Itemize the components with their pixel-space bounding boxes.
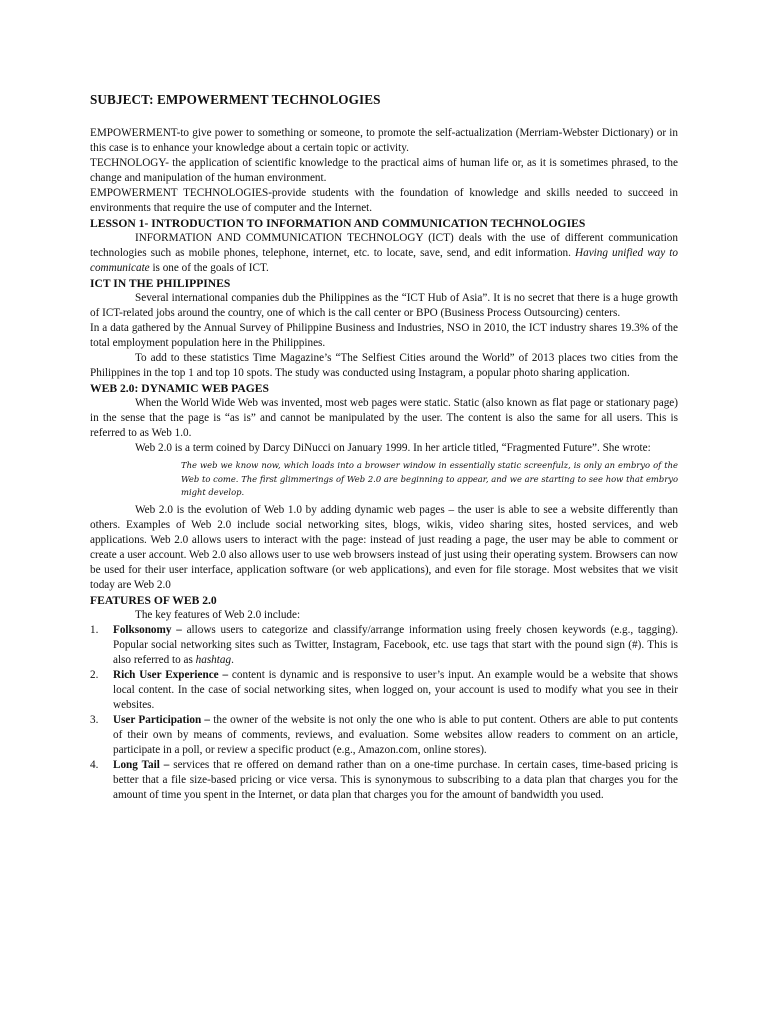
list-item [90,668,678,713]
list-item-number: 3. [90,713,99,726]
lesson1-intro-tail: is one of the goals of ICT. [152,262,269,274]
ict-philippines-paragraph-1: Several international companies dub the Philippines as the “ICT Hub of Asia”. It is no secret that there is a huge growth of ICT-related jobs around the country, one of which is the call center or BPO (Business Process Outsourcing) centers. [90,292,678,319]
features-list [90,623,678,803]
web2-paragraph-2: Web 2.0 is a term coined by Darcy DiNucci on January 1999. In her article titled, “Fragmented Future”. She wrote: [135,442,651,454]
list-item-number: 2. [90,668,99,681]
list-item-tail: . [231,653,234,666]
web2-paragraph-3: Web 2.0 is the evolution of Web 1.0 by adding dynamic web pages – the user is able to see a website differently than others. Examples of Web 2.0 include social networking sites, blogs, wikis, video sharing sites, hosted services, and web applications. Web 2.0 allows users to interact with the page: instead of just reading a page, the user may be able to comment or create a user account. Web 2.0 also allows user to use web browsers instead of just using their operating system. Browsers can now be used for their user interface, application software (or web applications), and even for file storage. Most websites that we visit today are Web 2.0 [90,503,678,591]
lesson1-intro-text: INFORMATION AND COMMUNICATION TECHNOLOGY (ICT) deals with the use of different communication technologies such as mobile phones, telephone, internet, etc. to locate, save, send, and edit information. [90,232,678,259]
lesson1-heading: LESSON 1- INTRODUCTION TO INFORMATION AND COMMUNICATION TECHNOLOGIES [90,217,586,230]
list-item-emphasis: hashtag [195,653,232,666]
list-item-number: 1. [90,623,99,636]
features-intro: The key features of Web 2.0 include: [135,608,301,621]
ict-philippines-heading: ICT IN THE PHILIPPINES [90,277,231,290]
list-item [90,758,678,803]
definition-empowerment: EMPOWERMENT-to give power to something or someone, to promote the self-actualization (Merriam-Webster Dictionary) or in this case is to enhance your knowledge about a certain topic or activity. [90,127,678,154]
subject-title: SUBJECT: EMPOWERMENT TECHNOLOGIES [90,92,381,107]
web2-heading: WEB 2.0: DYNAMIC WEB PAGES [90,382,269,395]
dinucci-quote: The web we know now, which loads into a browser window in essentially static screenfulz, is only an embryo of the Web to come. The first glimmerings of Web 2.0 are beginning to appear, and we are starting to see how that embryo might develop. [181,460,678,497]
list-item-number: 4. [90,758,99,771]
definition-empowerment-technologies: EMPOWERMENT TECHNOLOGIES-provide students with the foundation of knowledge and skills needed to succeed in environments that require the use of computer and the Internet. [90,187,678,214]
lesson1-intro [90,231,678,276]
list-item-text: services that re offered on demand rather than on a one-time purchase. In certain cases, time-based pricing is better that a file size-based pricing or vice versa. This is synonymous to subscribing to a data plan that charges you for the amount of time you spent in the Internet, or data plan that charges you for the amount of bandwidth you used. [113,758,678,801]
ict-philippines-paragraph-2: In a data gathered by the Annual Survey of Philippine Business and Industries, NSO in 2010, the ICT industry shares 19.3% of the total employment population here in the Philippines. [90,322,678,349]
list-item-term: Rich User Experience – [113,668,229,681]
list-item-text: content is dynamic and is responsive to user’s input. An example would be a website that shows local content. In the case of social networking sites, when logged on, your account is used to modify what you see in their websites. [113,668,679,711]
list-item-term: Long Tail – [113,758,170,771]
list-item [90,713,678,758]
web2-paragraph-1: When the World Wide Web was invented, most web pages were static. Static (also known as flat page or stationary page) in the sense that the page is “as is” and cannot be manipulated by the user. The content is also the same for all users. This is referred to as Web 1.0. [90,397,678,439]
list-item-text: the owner of the website is not only the one who is able to put content. Others are able to put contents of their own by means of comments, reviews, and evaluation. Some websites allow readers to comment on an article, participate in a poll, or review a specific product (e.g., Amazon.com, online stores). [113,713,678,756]
lesson1-intro-emphasis: Having unified way to communicate [90,247,679,274]
list-item-term: Folksonomy – [113,623,182,636]
list-item-text: allows users to categorize and classify/arrange information using freely chosen keywords (e.g., tagging). Popular social networking sites such as Twitter, Instagram, Facebook, etc. use tags that start with the pound sign (#). This is also referred to as [113,623,679,666]
list-item [90,623,678,668]
ict-philippines-paragraph-3: To add to these statistics Time Magazine’s “The Selfiest Cities around the World” of 2013 places two cities from the Philippines in the top 1 and top 10 spots. The study was conducted using Instagram, a popular photo sharing application. [90,352,678,379]
list-item-term: User Participation – [113,713,210,726]
definition-technology: TECHNOLOGY- the application of scientific knowledge to the practical aims of human life or, as it is sometimes phrased, to the change and manipulation of the human environment. [90,157,678,184]
features-heading: FEATURES OF WEB 2.0 [90,593,217,607]
